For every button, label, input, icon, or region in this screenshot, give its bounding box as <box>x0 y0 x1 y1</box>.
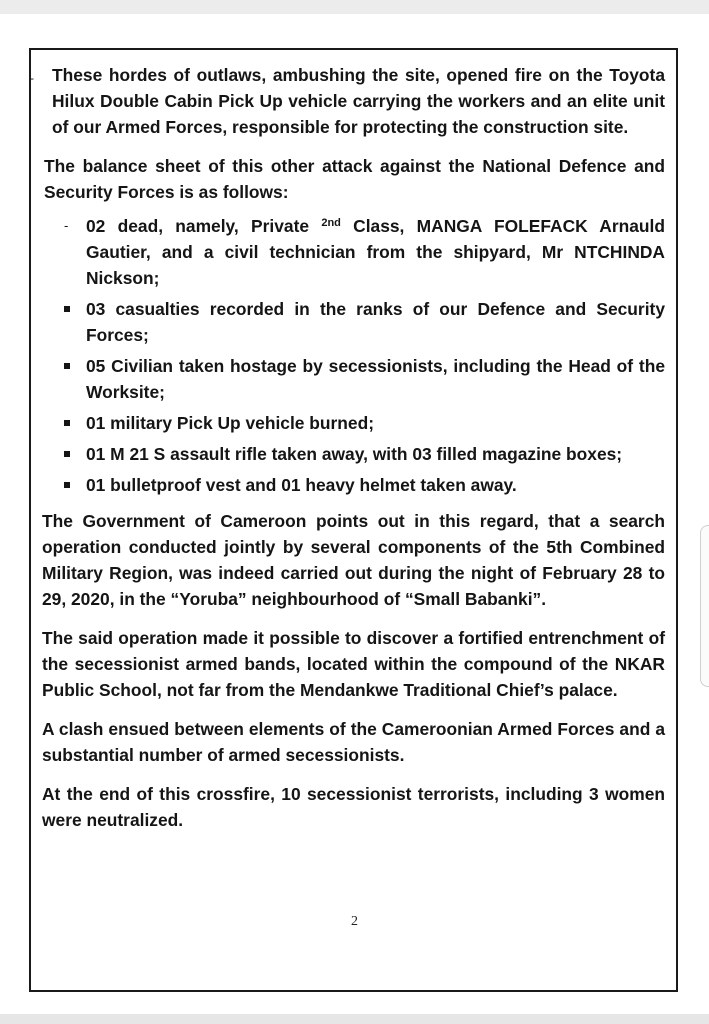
document-body <box>30 62 665 846</box>
page-number: 2 <box>351 914 358 929</box>
paragraph-ambush <box>30 62 665 140</box>
list-item-dead-text-start: 02 dead, namely, Private <box>86 216 322 236</box>
list-item-vehicle-text: 01 military Pick Up vehicle burned; <box>86 413 375 433</box>
top-background-band <box>0 0 709 14</box>
list-item-casualties <box>42 296 665 348</box>
bullet-square-icon <box>64 306 70 312</box>
list-item-hostages <box>42 353 665 405</box>
list-dash-marker: - <box>64 218 69 233</box>
list-item-rifle-text: 01 M 21 S assault rifle taken away, with 03 filled magazine boxes; <box>86 444 623 464</box>
bullet-square-icon <box>64 420 70 426</box>
list-item-casualties-text: 03 casualties recorded in the ranks of our Defence and Security Forces; <box>86 299 665 345</box>
ordinal-superscript <box>321 217 341 229</box>
bottom-background-band <box>0 1014 709 1024</box>
paragraph-entrenchment: The said operation made it possible to discover a fortified entrenchment of the secessionist armed bands, located within the compound of the NKAR Public School, not far from the Mendankwe Traditional Chief’s palace. <box>42 628 665 700</box>
paragraph-neutralized: At the end of this crossfire, 10 secessionist terrorists, including 3 women were neutralized. <box>42 784 665 830</box>
list-item-dead <box>42 213 665 291</box>
paragraph-search-operation: The Government of Cameroon points out in this regard, that a search operation conducted jointly by several components of the 5th Combined Military Region, was indeed carried out during the night of February 28 to 29, 2020, in the “Yoruba” neighbourhood of “Small Babanki”. <box>42 511 665 609</box>
list-item-dead-text-end: Class, MANGA FOLEFACK Arnauld Gautier, and a civil technician from the shipyard, Mr NTCHINDA Nickson; <box>86 216 665 288</box>
list-item-vehicle <box>42 410 665 436</box>
list-item-vest <box>42 472 665 498</box>
paragraph-clash: A clash ensued between elements of the Cameroonian Armed Forces and a substantial number of armed secessionists. <box>42 719 665 765</box>
list-item-hostages-text: 05 Civilian taken hostage by secessionists, including the Head of the Worksite; <box>86 356 665 402</box>
paragraph-balance-sheet: The balance sheet of this other attack against the National Defence and Security Forces is as follows: <box>44 156 665 202</box>
bullet-square-icon <box>64 451 70 457</box>
paragraph-dash-marker: - <box>30 71 34 85</box>
ordinal-number: 2 <box>321 217 328 229</box>
paragraph-ambush-text: These hordes of outlaws, ambushing the site, opened fire on the Toyota Hilux Double Cabin Pick Up vehicle carrying the workers and an elite unit of our Armed Forces, responsible for protecting the construction site. <box>52 65 665 137</box>
side-scroll-handle[interactable] <box>700 525 709 687</box>
list-item-rifle <box>42 441 665 467</box>
list-item-vest-text: 01 bulletproof vest and 01 heavy helmet taken away. <box>86 475 517 495</box>
casualty-list <box>42 213 665 498</box>
bullet-square-icon <box>64 482 70 488</box>
ordinal-suffix: nd <box>327 217 341 229</box>
bullet-square-icon <box>64 363 70 369</box>
